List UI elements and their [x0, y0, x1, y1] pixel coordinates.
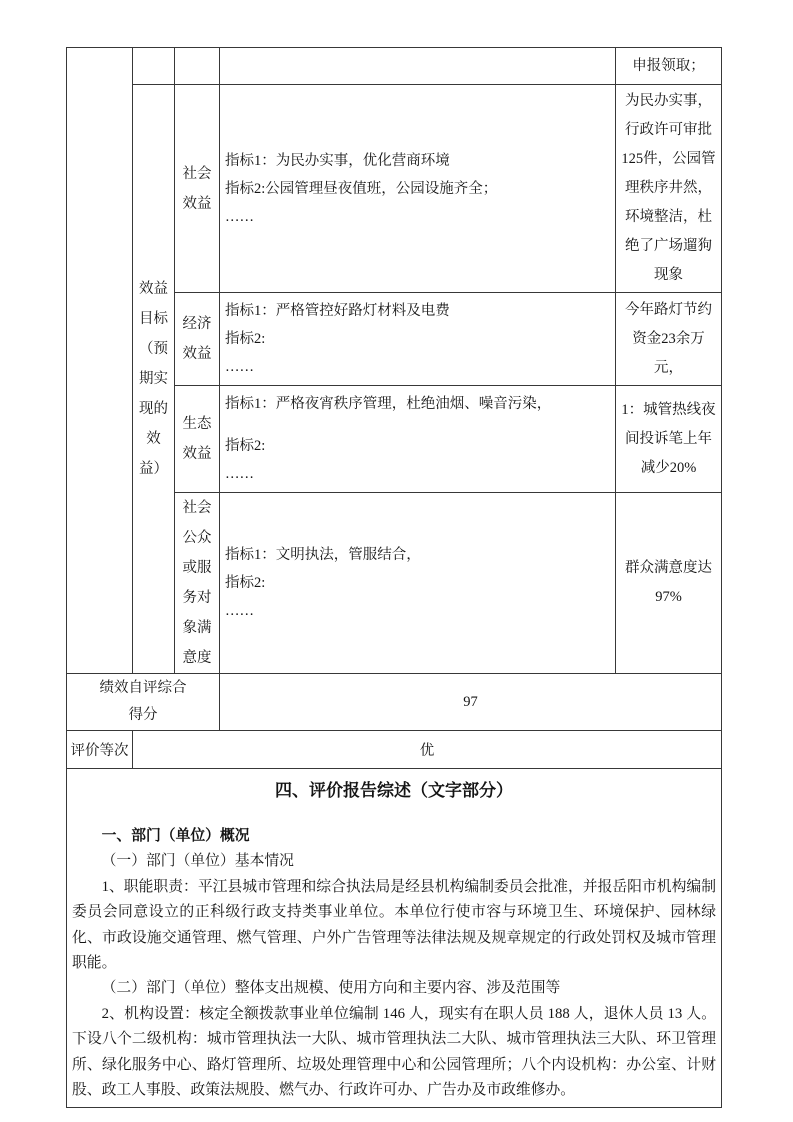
- indicator-line: 指标2:公园管理昼夜值班，公园设施齐全；: [225, 180, 498, 197]
- indicator-line: ……: [225, 359, 254, 375]
- report-section-heading: 四、评价报告综述（文字部分）: [275, 781, 513, 800]
- report-paragraph-duties: 1、职能职责：平江县城市管理和综合执法局是经县机构编制委员会批准，并报岳阳市机构编制委员会同意设立的正科级行政支持类事业单位。本单位行使市容与环境卫生、环境保护、园林绿化、市政设施交通管理、燃气管理、户外广告管理等法律法规及规章规定的行政处罚权及城市管理职能。: [72, 878, 716, 972]
- indicator-line: 指标2:: [225, 331, 266, 347]
- benefit-group-label-cell: 效益目标（预期实现的效益）: [133, 85, 175, 674]
- indicator-line: 指标2:: [225, 575, 266, 591]
- table-row-carryover: [67, 48, 722, 85]
- grade-value-cell: 优: [133, 731, 722, 769]
- carryover-result-cell: 申报领取；: [616, 48, 722, 85]
- indicator-line: 指标2:: [225, 438, 266, 454]
- category-cell-social: 社会效益: [175, 85, 220, 293]
- indicator-line: 指标1：严格夜宵秩序管理，杜绝油烟、噪音污染，: [225, 396, 552, 412]
- result-cell-ecological: 1：城管热线夜间投诉笔上年减少20%: [616, 386, 722, 493]
- indicator-cell-ecological: [220, 386, 616, 493]
- indicator-cell-satisfaction: [220, 493, 616, 674]
- indicator-line: 指标1：文明执法，管服结合，: [225, 547, 421, 563]
- result-cell-economic: 今年路灯节约资金23余万元，: [616, 293, 722, 386]
- report-paragraph-organization: 2、机构设置：核定全额拨款事业单位编制 146 人，现实有在职人员 188 人，退休人员 13 人。下设八个二级机构：城市管理执法一大队、城市管理执法二大队、城市管理执法三大队、环卫管理所、绿化服务中心、路灯管理所、垃圾处理管理中心和公园管理所；八个内设机构：办公室、计财股、政工人事股、政策法规股、燃气办、行政许可办、广告办及市政维修办。: [72, 1005, 716, 1099]
- indicator-cell-economic: [220, 293, 616, 386]
- score-label-cell: [67, 674, 220, 731]
- report-paragraph-expenditure-title: （二）部门（单位）整体支出规模、使用方向和主要内容、涉及范围等: [101, 980, 561, 997]
- result-cell-social: 为民办实事，行政许可审批125件，公园管理秩序井然，环境整洁，杜绝了广场遛狗现象: [616, 85, 722, 293]
- score-value-cell: 97: [220, 674, 722, 731]
- report-paragraph-overview-title: 一、部门（单位）概况: [101, 828, 250, 844]
- report-body: [72, 824, 716, 1103]
- table-row-report-section: [67, 769, 722, 1108]
- category-cell-satisfaction: 社会公众或服务对象满意度: [175, 493, 220, 674]
- carryover-empty-cell-3: [220, 48, 616, 85]
- left-spanner-cell: [67, 48, 133, 674]
- table-row-grade: [67, 731, 722, 769]
- indicator-line: ……: [225, 603, 254, 619]
- category-cell-economic: 经济效益: [175, 293, 220, 386]
- report-section-cell: [67, 769, 722, 1108]
- carryover-empty-cell-1: [133, 48, 175, 85]
- indicator-line: ……: [225, 466, 254, 482]
- score-label: 绩效自评综合得分: [99, 680, 187, 723]
- indicator-line: ……: [225, 208, 254, 225]
- report-paragraph-basic-info-title: （一）部门（单位）基本情况: [101, 853, 294, 870]
- performance-evaluation-table: [66, 47, 722, 1108]
- category-cell-ecological: 生态效益: [175, 386, 220, 493]
- indicator-cell-social: [220, 85, 616, 293]
- table-row-social-benefit: [67, 85, 722, 293]
- grade-label-cell: 评价等次: [67, 731, 133, 769]
- result-cell-satisfaction: 群众满意度达97%: [616, 493, 722, 674]
- table-row-score: [67, 674, 722, 731]
- indicator-line: 指标1：为民办实事，优化营商环境: [225, 152, 450, 169]
- carryover-empty-cell-2: [175, 48, 220, 85]
- indicator-line: 指标1：严格管控好路灯材料及电费: [225, 303, 450, 319]
